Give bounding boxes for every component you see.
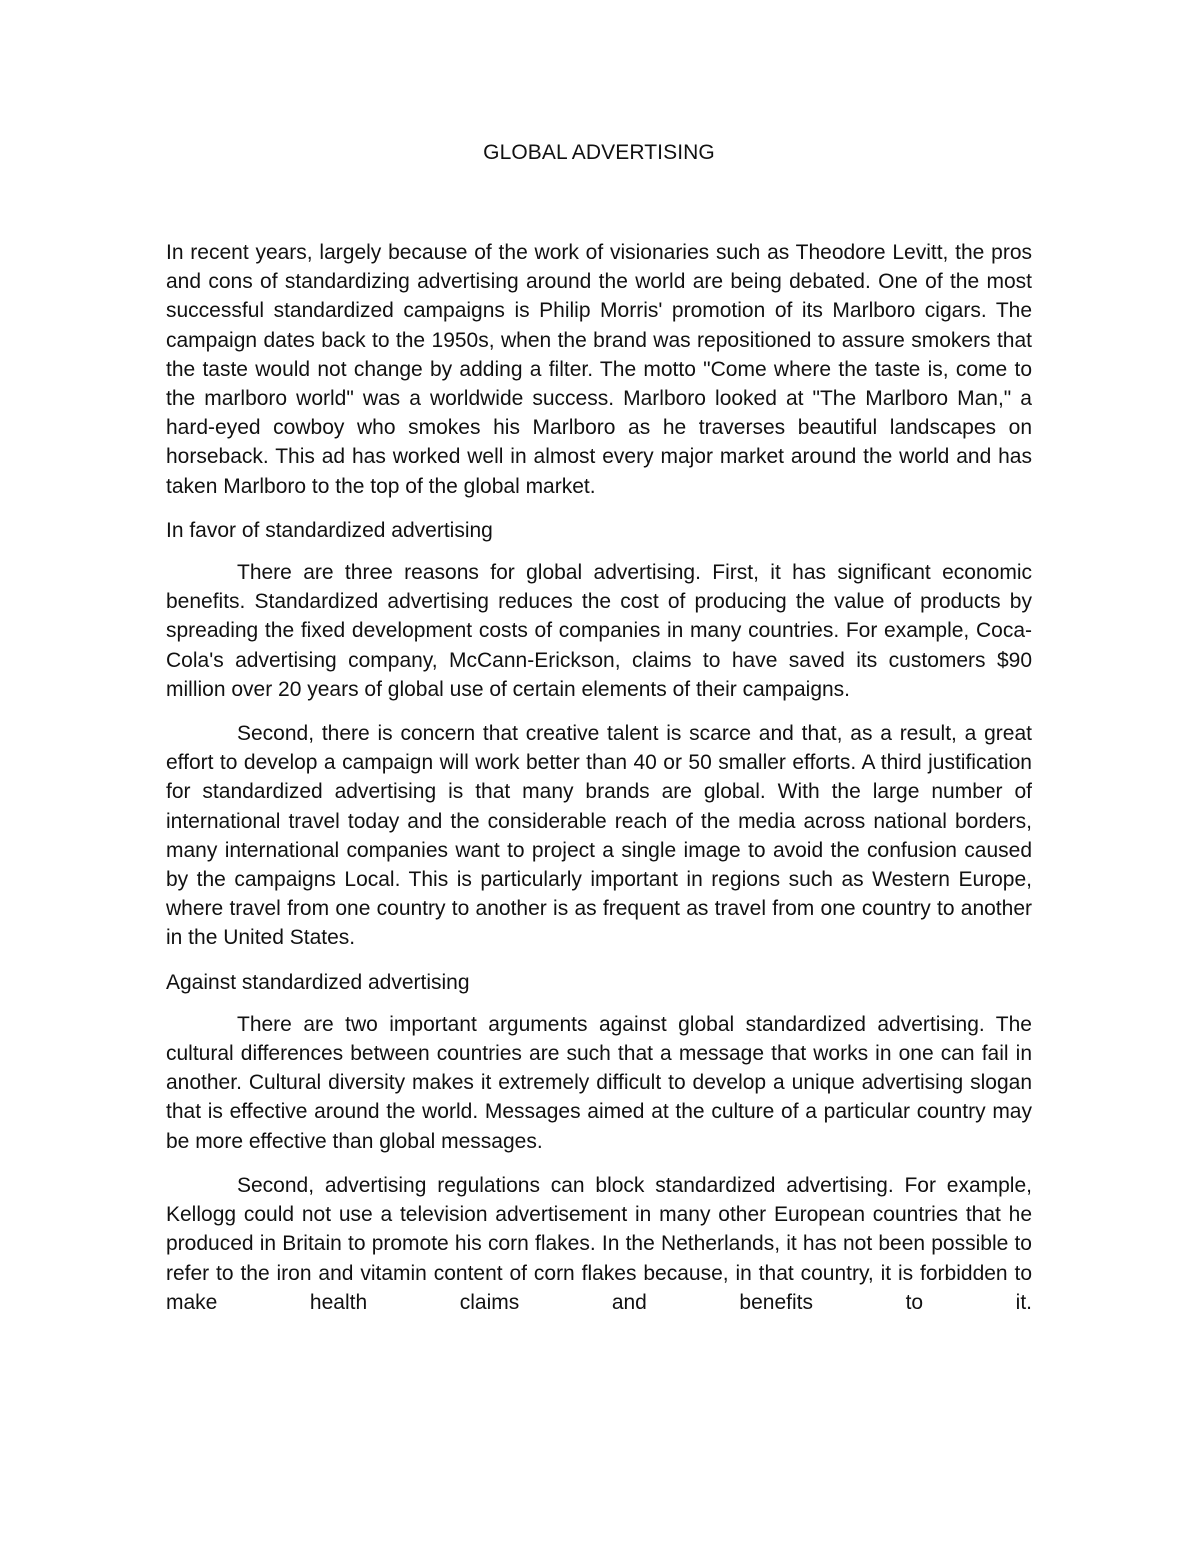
- section-heading-against: Against standardized advertising: [166, 970, 470, 994]
- against-paragraph-2: Second, advertising regulations can block standardized advertising. For example, Kellogg could not use a television advertisement in many other European countries that he produced in Britain to promote his corn flakes. In the Netherlands, it has not been possible to refer to the iron and vitamin content of corn flakes because, in that country, it is forbidden to make health claims and benefits to it.: [166, 1173, 1032, 1314]
- section-heading-favor: In favor of standardized advertising: [166, 518, 493, 542]
- intro-paragraph: In recent years, largely because of the work of visionaries such as Theodore Levitt, the pros and cons of standardizing advertising around the world are being debated. One of the most successful standardized campaigns is Philip Morris' promotion of its Marlboro cigars. The campaign dates back to the 1950s, when the brand was repositioned to assure smokers that the taste would not change by adding a filter. The motto "Come where the taste is, come to the marlboro world" was a worldwide success. Marlboro looked at "The Marlboro Man," a hard-eyed cowboy who smokes his Marlboro as he traverses beautiful landscapes on horseback. This ad has worked well in almost every major market around the world and has taken Marlboro to the top of the global market.: [166, 241, 1032, 498]
- document-title: GLOBAL ADVERTISING: [483, 141, 715, 164]
- favor-paragraph-2: Second, there is concern that creative talent is scarce and that, as a result, a great effort to develop a campaign will work better than 40 or 50 smaller efforts. A third justification for standardized advertising is that many brands are global. With the large number of international travel today and the considerable reach of the media across national borders, many international companies want to project a single image to avoid the confusion caused by the campaigns Local. This is particularly important in regions such as Western Europe, where travel from one country to another is as frequent as travel from one country to another in the United States.: [166, 722, 1032, 950]
- against-paragraph-1: There are two important arguments against global standardized advertising. The cultural differences between countries are such that a message that works in one can fail in another. Cultural diversity makes it extremely difficult to develop a unique advertising slogan that is effective around the world. Messages aimed at the culture of a particular country may be more effective than global messages.: [166, 1012, 1032, 1153]
- document-body: [166, 138, 1032, 1317]
- favor-paragraph-1: There are three reasons for global advertising. First, it has significant economic benefits. Standardized advertising reduces the cost of producing the value of products by spreading the fixed development costs of companies in many countries. For example, Coca-Cola's advertising company, McCann-Erickson, claims to have saved its customers $90 million over 20 years of global use of certain elements of their campaigns.: [166, 561, 1032, 701]
